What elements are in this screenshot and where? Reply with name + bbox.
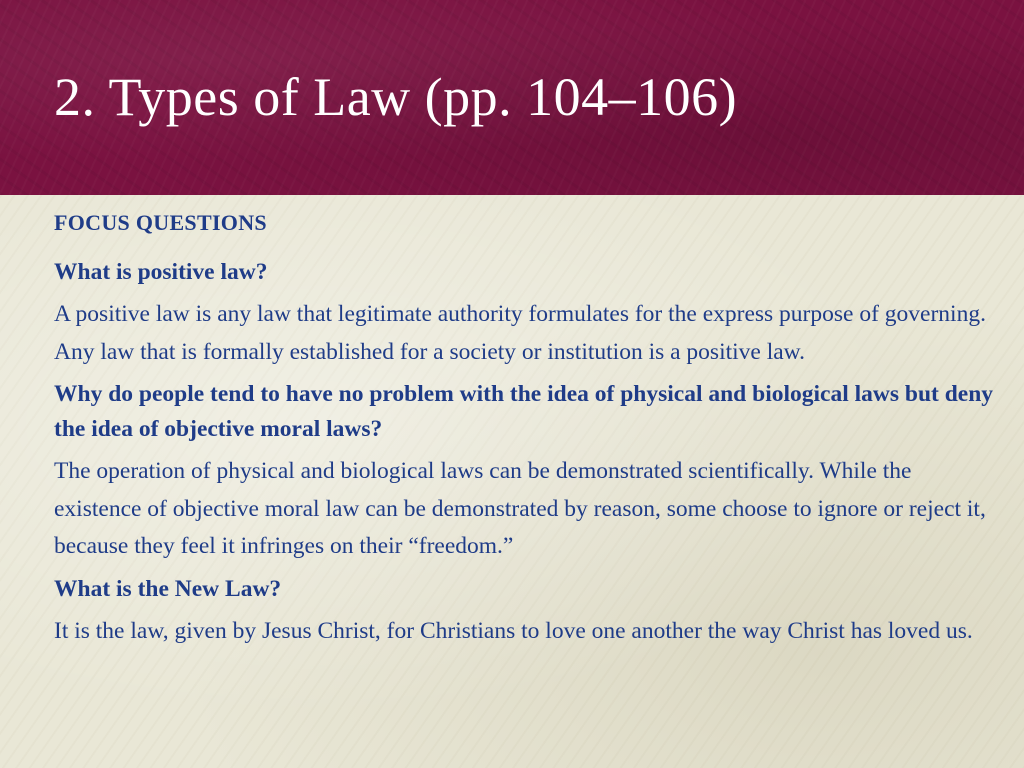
content-area [54, 205, 994, 656]
answer-1: A positive law is any law that legitimate authority formulates for the express purpose of governing. Any law that is formally established for a society or institution is a positive law. [54, 301, 986, 365]
focus-questions-heading: FOCUS QUESTIONS [54, 210, 267, 235]
title-banner [0, 0, 1024, 195]
question-3: What is the New Law? [54, 575, 282, 602]
answer-3: It is the law, given by Jesus Christ, for Christians to love one another the way Christ has loved us. [54, 617, 973, 644]
question-2: Why do people tend to have no problem with the idea of physical and biological laws but deny the idea of objective moral laws? [54, 381, 994, 442]
question-1: What is positive law? [54, 259, 268, 285]
slide-title: 2. Types of Law (pp. 104–106) [54, 67, 738, 127]
answer-2: The operation of physical and biological laws can be demonstrated scientifically. While the existence of objective moral law can be demonstrated by reason, some choose to ignore or reject it, because they feel it infringes on their “freedom.” [54, 458, 986, 559]
